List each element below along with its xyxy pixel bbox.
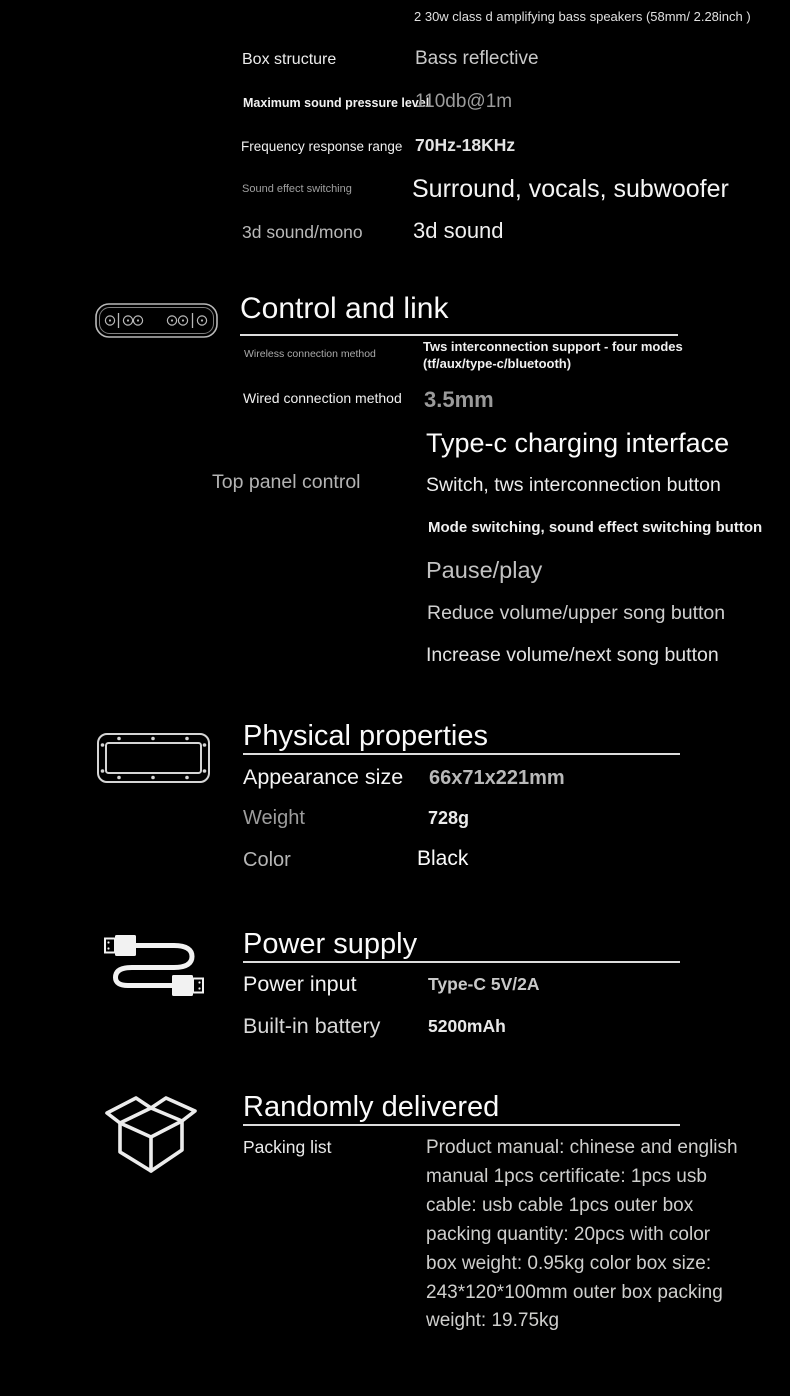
spec-value-max-spl: 110db@1m — [415, 91, 513, 112]
label-power-input: Power input — [243, 972, 357, 996]
section-title-control-and-link: Control and link — [240, 292, 449, 325]
label-appearance-size: Appearance size — [243, 765, 404, 789]
label-top-panel-control: Top panel control — [212, 471, 361, 493]
speaker-top-panel-icon — [95, 303, 218, 343]
section-title-physical-properties: Physical properties — [243, 720, 488, 752]
label-built-in-battery: Built-in battery — [243, 1014, 381, 1038]
value-reduce-volume-button: Reduce volume/upper song button — [427, 602, 726, 624]
label-wireless-connection: Wireless connection method — [244, 348, 376, 360]
value-wireless-modes: (tf/aux/type-c/bluetooth) — [423, 356, 572, 371]
value-switch-tws-button: Switch, tws interconnection button — [426, 474, 721, 496]
label-color: Color — [243, 849, 291, 871]
label-weight: Weight — [243, 807, 305, 829]
value-charging-interface: Type-c charging interface — [426, 428, 730, 458]
usb-cable-icon — [104, 930, 204, 1001]
value-mode-switching-button: Mode switching, sound effect switching button — [428, 519, 763, 536]
spec-value-box-structure: Bass reflective — [415, 48, 539, 69]
speaker-bottom-plate-icon — [97, 733, 210, 788]
spec-label-frequency-range: Frequency response range — [241, 139, 403, 154]
value-wireless-connection: Tws interconnection support - four modes — [423, 339, 683, 354]
spec-label-box-structure: Box structure — [242, 51, 337, 68]
value-increase-volume-button: Increase volume/next song button — [426, 644, 719, 666]
spec-label-sound-effect: Sound effect switching — [242, 183, 352, 195]
value-built-in-battery: 5200mAh — [428, 1016, 506, 1036]
open-box-icon — [103, 1087, 199, 1184]
label-packing-list: Packing list — [243, 1137, 332, 1157]
value-weight: 728g — [428, 808, 470, 828]
spec-value-frequency-range: 70Hz-18KHz — [415, 135, 516, 155]
section-title-power-supply: Power supply — [243, 928, 418, 960]
value-packing-list: Product manual: chinese and english manual 1pcs certificate: 1pcs usb cable: usb cable 1pcs outer box packing quantity: 20pcs with color box weight: 0.95kg color box size: 243*120*100mm outer box packing weight: 19.75kg — [426, 1137, 738, 1332]
section-divider — [240, 334, 678, 336]
driver-spec-note: 2 30w class d amplifying bass speakers (58mm/ 2.28inch ) — [414, 9, 751, 24]
section-divider — [243, 753, 680, 755]
value-power-input: Type-C 5V/2A — [428, 974, 540, 994]
value-wired-connection: 3.5mm — [424, 387, 494, 412]
label-wired-connection: Wired connection method — [243, 390, 402, 406]
value-appearance-size: 66x71x221mm — [429, 767, 565, 789]
value-color: Black — [417, 847, 469, 870]
value-pause-play-button: Pause/play — [426, 557, 543, 583]
section-divider — [243, 961, 680, 963]
section-title-randomly-delivered: Randomly delivered — [243, 1091, 500, 1123]
section-divider — [243, 1124, 680, 1126]
spec-label-3d-sound-mono: 3d sound/mono — [242, 222, 363, 242]
spec-value-3d-sound-mono: 3d sound — [413, 218, 504, 243]
spec-label-max-spl: Maximum sound pressure level — [243, 96, 430, 110]
spec-value-sound-effect: Surround, vocals, subwoofer — [412, 175, 729, 203]
